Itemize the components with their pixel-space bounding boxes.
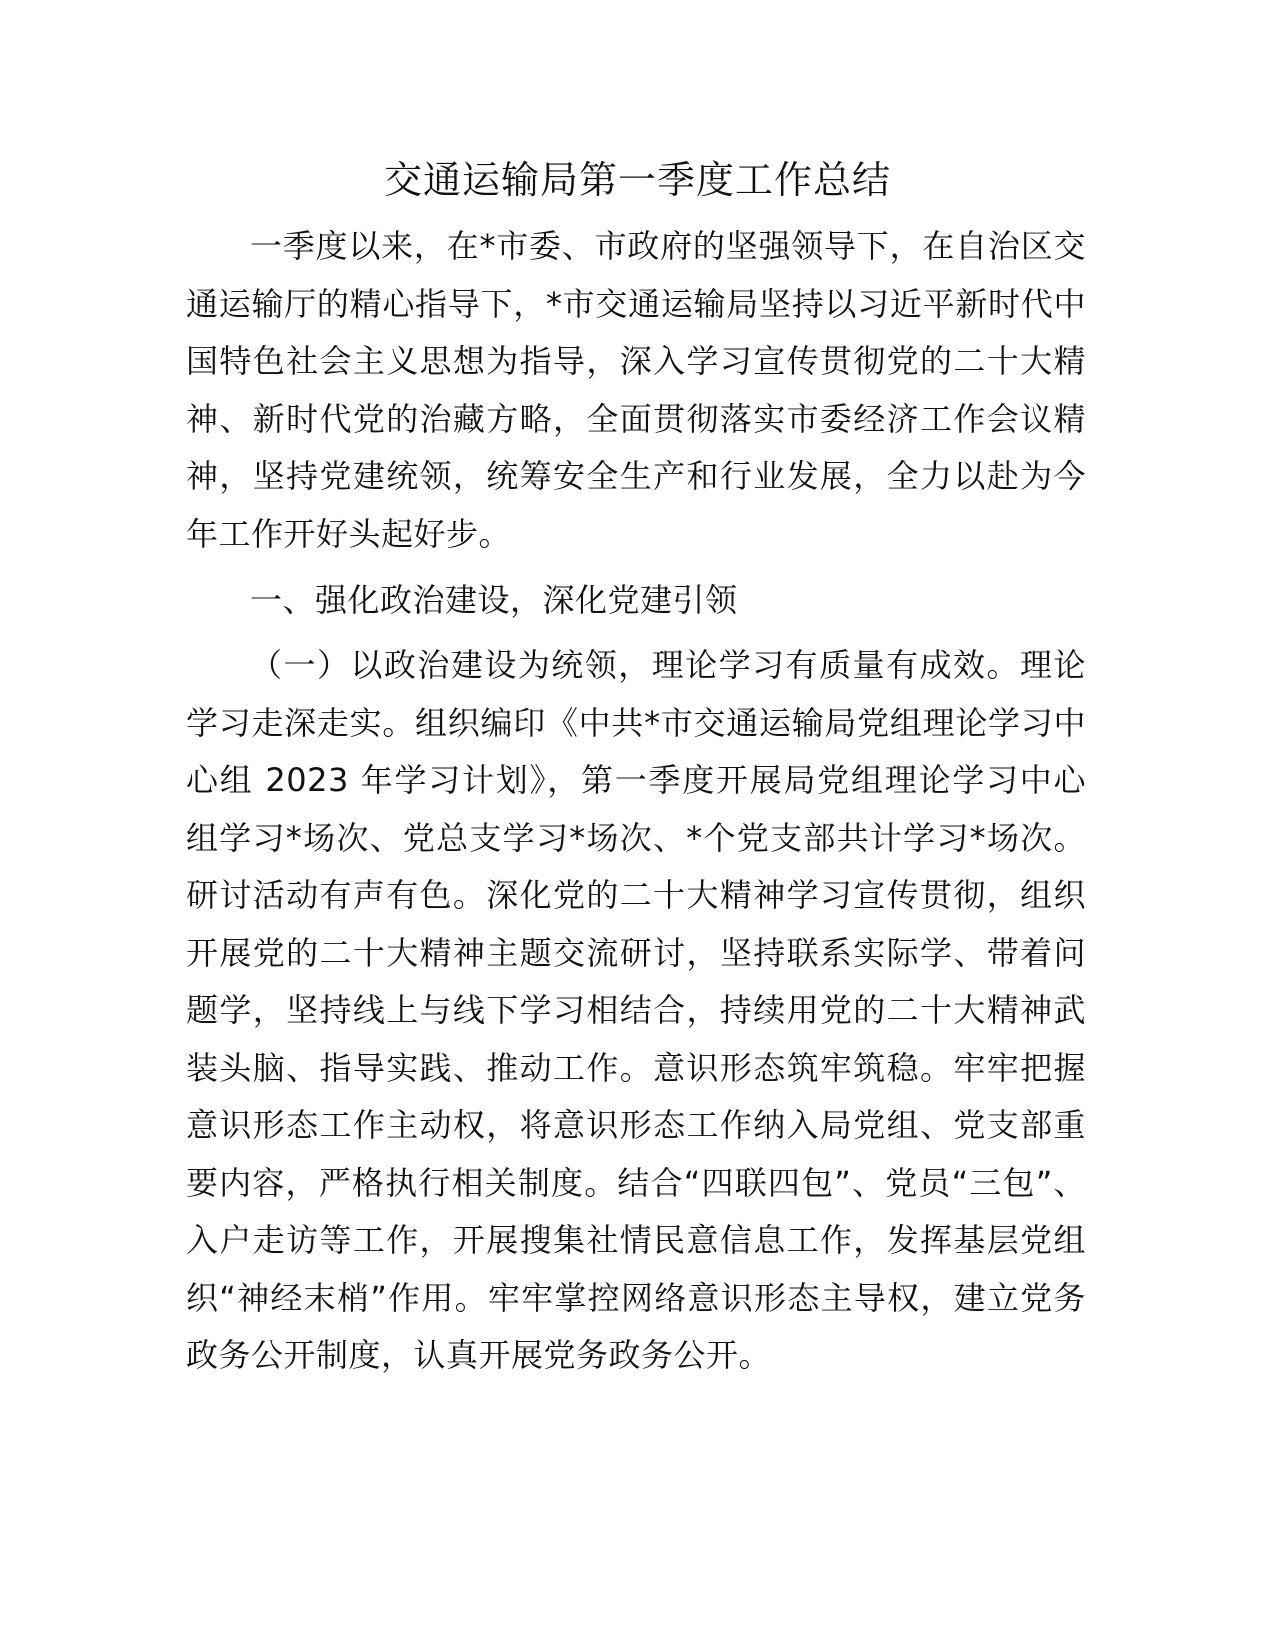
document-body: [186, 218, 1086, 1385]
intro-paragraph: 一季度以来，在*市委、市政府的坚强领导下，在自治区交通运输厅的精心指导下，*市交通运输局坚持以习近平新时代中国特色社会主义思想为指导，深入学习宣传贯彻党的二十大精神、新时代党的治藏方略，全面贯彻落实市委经济工作会议精神，坚持党建统领，统筹安全生产和行业发展，全力以赴为今年工作开好头起好步。: [186, 227, 1086, 553]
section-paragraph: （一）以政治建设为统领，理论学习有质量有成效。理论学习走深走实。组织编印《中共*市交通运输局党组理论学习中心组 2023 年学习计划》，第一季度开展局党组理论学习中心组学习*场次、党总支学习*场次、*个党支部共计学习*场次。研讨活动有声有色。深化党的二十大精神学习宣传贯彻，组织开展党的二十大精神主题交流研讨，坚持联系实际学、带着问题学，坚持线上与线下学习相结合，持续用党的二十大精神武装头脑、指导实践、推动工作。意识形态筑牢筑稳。牢牢把握意识形态工作主动权，将意识形态工作纳入局党组、党支部重要内容，严格执行相关制度。结合“四联四包”、党员“三包”、入户走访等工作，开展搜集社情民意信息工作，发挥基层党组织“神经末梢”作用。牢牢掌控网络意识形态主导权，建立党务政务公开制度，认真开展党务政务公开。: [186, 646, 1086, 1374]
document-title: 交通运输局第一季度工作总结: [383, 158, 891, 202]
section-heading: 一、强化政治建设，深化党建引领: [250, 581, 738, 619]
